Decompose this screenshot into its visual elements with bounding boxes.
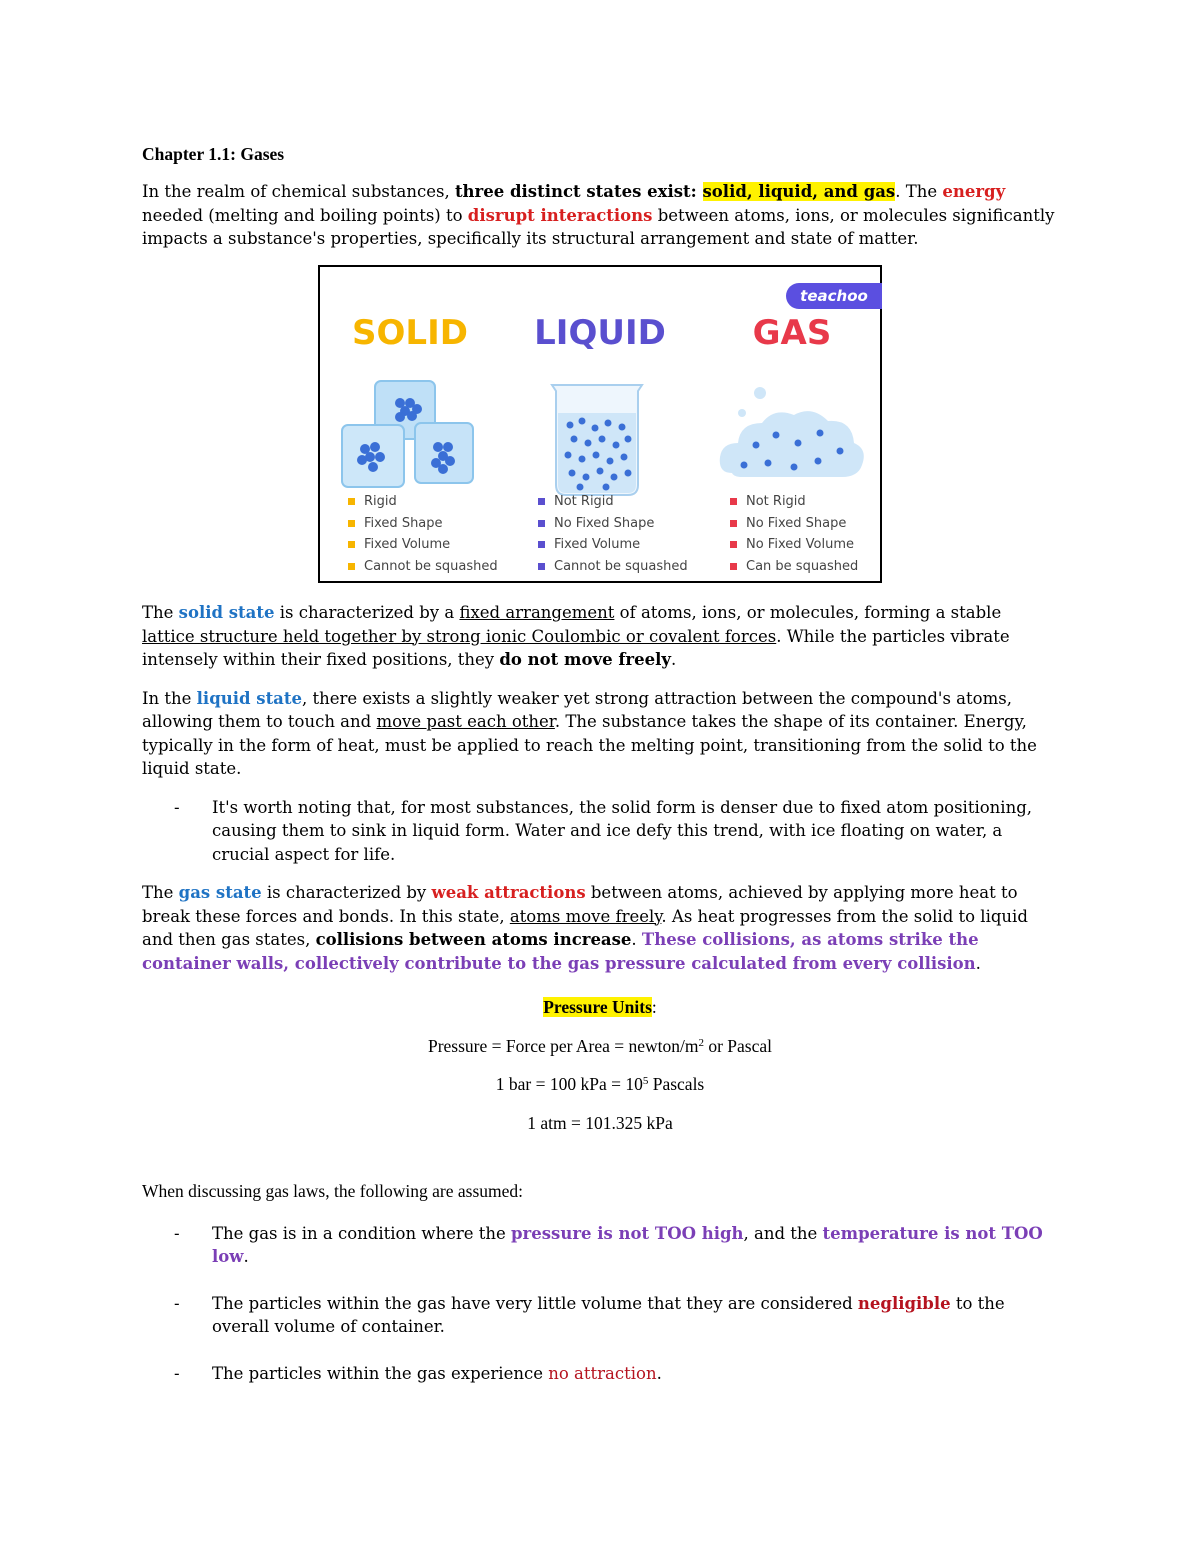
intro-paragraph <box>142 180 1058 251</box>
liquid-property: Not Rigid <box>538 491 688 513</box>
liquid-property: No Fixed Shape <box>538 513 688 535</box>
solid-property: Fixed Volume <box>348 534 498 556</box>
gas-bullet-icon <box>730 563 737 570</box>
solid-column <box>320 313 500 574</box>
solid-bullet-icon <box>348 541 355 548</box>
liquid-bullet-icon <box>538 563 545 570</box>
solid-heading: SOLID <box>352 313 468 353</box>
density-note-bullet: - It's worth noting that, for most substances, the solid form is denser due to fixed atom positioning, causing them to sink in liquid form. Water and ice defy this trend, with ice floating on water, a crucial aspect for life. <box>174 797 1032 864</box>
solid-bullet-icon <box>348 563 355 570</box>
atm-equation: 1 atm = 101.325 kPa <box>527 1113 673 1133</box>
intro-text: needed (melting and boiling points) to <box>142 205 468 225</box>
atoms-move-freely-term: atoms move freely <box>509 906 662 926</box>
document-body-continued <box>142 601 1058 1400</box>
intro-bold: three distinct states exist: <box>454 182 703 201</box>
temperature-not-low-term: temperature is not TOO low <box>212 1223 1043 1266</box>
intro-highlight: solid, liquid, and gas <box>702 182 896 201</box>
gas-property: Can be squashed <box>730 556 858 578</box>
chapter-title: Chapter 1.1: Gases <box>142 144 285 164</box>
liquid-bullet-icon <box>538 498 545 505</box>
collisions-term: collisions between atoms increase <box>315 930 632 949</box>
gas-bullet-icon <box>730 498 737 505</box>
liquid-property: Cannot be squashed <box>538 556 688 578</box>
gas-property: No Fixed Shape <box>730 513 858 535</box>
pressure-not-high-term: pressure is not TOO high <box>511 1223 744 1243</box>
weak-attractions-term: weak attractions <box>431 883 586 902</box>
gas-paragraph: The gas state is characterized by weak attractions between atoms, achieved by applying more heat to break these forces and bonds. In this state, atoms move freely. As heat progresses from the solid to liquid and then gas states, collisions between atoms increase. These collisions, as atoms strike the container walls, collectively contribute to the gas pressure calculated from every collision. <box>142 883 1028 973</box>
gas-state-term: gas state <box>178 883 262 902</box>
liquid-heading: LIQUID <box>534 313 666 353</box>
assumption-bullet-2: - The particles within the gas have very little volume that they are considered negligible to the overall volume of container. <box>174 1293 1005 1336</box>
gas-column <box>702 313 882 574</box>
liquid-state-term: liquid state <box>196 688 302 708</box>
intro-text: In the realm of chemical substances, <box>142 182 455 201</box>
liquid-paragraph: In the liquid state, there exists a slightly weaker yet strong attraction between the compound's atoms, allowing them to touch and move past each other. The substance takes the shape of its container. Energy, typically in the form of heat, must be applied to reach the melting point, transitioning from the solid to the liquid state. <box>142 688 1037 778</box>
no-attraction-term: no attraction <box>548 1363 657 1383</box>
solid-properties <box>348 491 498 577</box>
fixed-arrangement-term: fixed arrangement <box>459 603 615 622</box>
pressure-equation: Pressure = Force per Area = newton/$m^2$ or Pascal <box>427 1036 773 1056</box>
intro-text: . The <box>895 182 943 201</box>
gas-properties <box>730 491 858 577</box>
solid-property: Fixed Shape <box>348 513 498 535</box>
gas-property: No Fixed Volume <box>730 534 858 556</box>
document-body <box>142 142 1058 266</box>
solid-bullet-icon <box>348 498 355 505</box>
states-of-matter-figure <box>318 265 882 583</box>
gas-bullet-icon <box>730 520 737 527</box>
teachoo-logo: teachoo <box>786 283 882 309</box>
assumptions-intro: When discussing gas laws, the following are assumed: <box>142 1181 524 1201</box>
liquid-property: Fixed Volume <box>538 534 688 556</box>
pressure-units-heading: Pressure Units: <box>543 997 657 1017</box>
bullet-dash: - <box>174 797 180 817</box>
gas-heading: GAS <box>752 313 832 353</box>
do-not-move-freely-term: do not move freely <box>499 650 671 669</box>
solid-property: Cannot be squashed <box>348 556 498 578</box>
gas-cloud-icon <box>702 373 882 503</box>
move-past-term: move past each other <box>376 712 555 731</box>
negligible-term: negligible <box>857 1293 951 1313</box>
solid-bullet-icon <box>348 520 355 527</box>
solid-property: Rigid <box>348 491 498 513</box>
intro-energy: energy <box>942 182 1006 201</box>
liquid-bullet-icon <box>538 541 545 548</box>
liquid-properties <box>538 491 688 577</box>
liquid-bullet-icon <box>538 520 545 527</box>
gas-property: Not Rigid <box>730 491 858 513</box>
beaker-icon <box>510 373 690 503</box>
solid-paragraph: The solid state is characterized by a fixed arrangement of atoms, ions, or molecules, forming a stable lattice structure held together by strong ionic Coulombic or covalent forces. While the particles vibrate intensely within their fixed positions, they do not move freely. <box>142 603 1010 669</box>
intro-disrupt: disrupt interactions <box>467 205 653 225</box>
assumption-bullet-1: - The gas is in a condition where the pressure is not TOO high, and the temperature is not TOO low. <box>174 1223 1043 1266</box>
ice-cubes-icon <box>320 373 500 503</box>
liquid-column <box>510 313 690 574</box>
intro-text: between atoms, ions, or molecules significantly impacts a substance's properties, specifically its structural arrangement and state of matter. <box>142 205 1055 248</box>
bar-equation: 1 bar = 100 kPa = $10^5$ Pascals <box>495 1074 705 1094</box>
lattice-structure-term: lattice structure held together by strong ionic Coulombic or covalent forces <box>142 626 777 646</box>
gas-pressure-statement: These collisions, as atoms strike the container walls, collectively contribute to the gas pressure calculated from every collision <box>142 930 979 973</box>
assumption-bullet-3: - The particles within the gas experience no attraction. <box>174 1363 662 1383</box>
solid-state-term: solid state <box>178 603 275 622</box>
gas-bullet-icon <box>730 541 737 548</box>
